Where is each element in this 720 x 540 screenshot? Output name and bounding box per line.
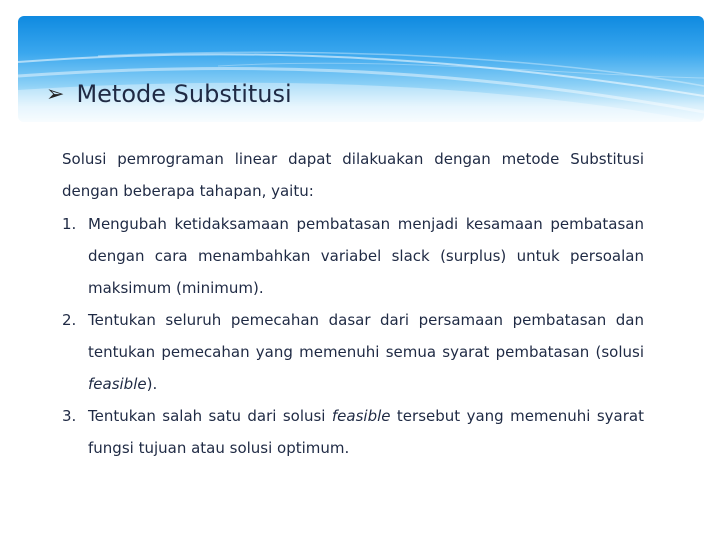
list-item-number: 2. [62, 311, 77, 329]
list-item-number: 1. [62, 215, 77, 233]
list-item [62, 208, 644, 304]
list-item-text: Tentukan salah satu dari solusi [88, 407, 332, 425]
list-item-italic-term: feasible [331, 407, 391, 425]
arrow-bullet-icon: ➢ [46, 81, 65, 107]
list-item-text-end: ). [146, 375, 158, 393]
steps-list [62, 208, 644, 464]
slide-body [62, 143, 644, 464]
slide-title [46, 76, 292, 112]
list-item-text: Tentukan seluruh pemecahan dasar dari persamaan pembatasan dan tentukan pemecahan yang memenuhi semua syarat pembatasan (solusi [88, 311, 644, 361]
list-item-number: 3. [62, 407, 77, 425]
list-item-italic-term: feasible [88, 375, 147, 393]
list-item-text-end: tersebut yang memenuhi syarat fungsi tujuan atau solusi optimum. [88, 407, 644, 457]
intro-paragraph: Solusi pemrograman linear dapat dilakuakan dengan metode Substitusi dengan beberapa tahapan, yaitu: [62, 150, 644, 200]
slide-title-text: Metode Substitusi [76, 80, 292, 108]
list-item [62, 400, 644, 464]
list-item-text: Mengubah ketidaksamaan pembatasan menjadi kesamaan pembatasan dengan cara menambahkan variabel slack (surplus) untuk persoalan maksimum (minimum). [88, 215, 644, 297]
list-item [62, 304, 644, 400]
